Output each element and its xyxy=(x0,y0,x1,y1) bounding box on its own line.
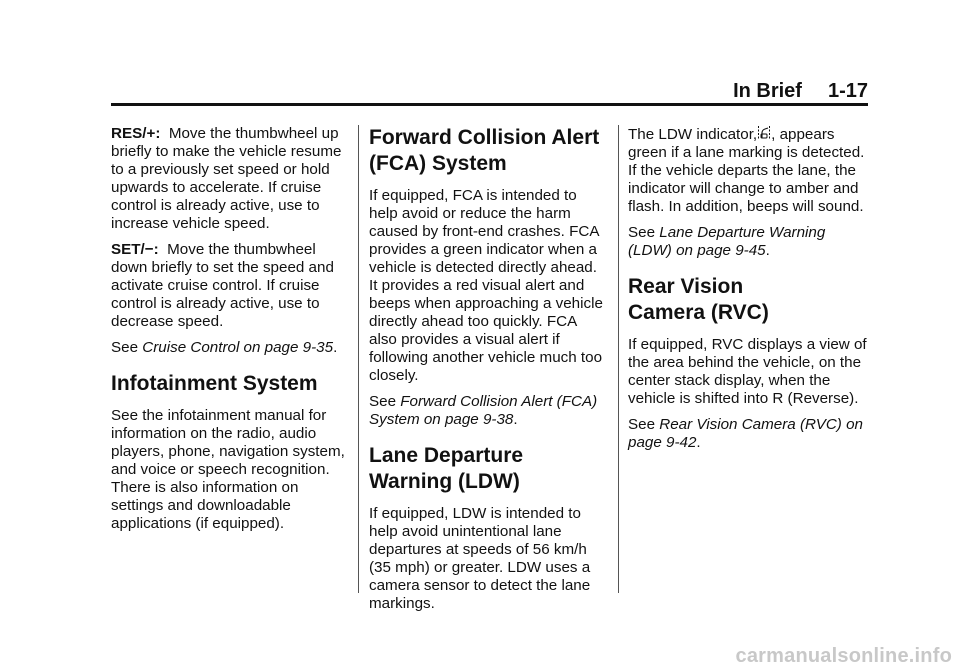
fca-text: If equipped, FCA is intended to help avoid or reduce the harm caused by front-end crashes. FCA provides a green indicator when a vehicle is detected directly ahead. It provides a red visual alert and beeps when approaching a vehicle directly ahead too quickly. FCA also provides a visual alert if following another vehicle much too closely. xyxy=(369,187,603,384)
ldw-indicator-paragraph: The LDW indicator, , appears green if a lane marking is detected. If the vehicle departs the lane, the indicator will change to amber and flash. In addition, beeps will sound. xyxy=(628,126,865,215)
rvc-see-paragraph: See Rear Vision Camera (RVC) on page 9-42. xyxy=(628,416,863,451)
fca-heading: Forward Collision Alert (FCA) System xyxy=(369,126,600,175)
set-text: Move the thumbwheel down briefly to set the speed and activate cruise control. If cruise control is already active, use to decrease speed. xyxy=(111,241,334,330)
ldw-link[interactable]: Lane Departure Warning (LDW) on page 9-45 xyxy=(628,224,826,259)
infotainment-text: See the infotainment manual for information on the radio, audio players, phone, navigation system, and voice or speech recognition. There is also information on settings and downloadable applications (if equipped). xyxy=(111,407,345,532)
ldw-see-paragraph: See Lane Departure Warning (LDW) on page 9-45. xyxy=(628,224,826,259)
column-divider xyxy=(358,125,359,593)
cruise-control-link[interactable]: Cruise Control on page 9-35 xyxy=(142,339,334,356)
see-label: See xyxy=(628,416,656,433)
column-1 xyxy=(111,125,347,541)
rvc-heading: Rear Vision Camera (RVC) xyxy=(628,275,769,324)
ldw-text: If equipped, LDW is intended to help avoid unintentional lane departures at speeds of 56 km/h (35 mph) or greater. LDW uses a camera sensor to detect the lane markings. xyxy=(369,505,591,612)
rvc-text: If equipped, RVC displays a view of the area behind the vehicle, on the center stack display, when the vehicle is shifted into R (Reverse). xyxy=(628,336,867,407)
rvc-link[interactable]: Rear Vision Camera (RVC) on page 9-42 xyxy=(628,416,863,451)
set-term: SET/−: xyxy=(111,241,159,258)
set-paragraph xyxy=(111,241,347,331)
lane-departure-icon xyxy=(757,125,771,141)
see-label: See xyxy=(628,224,656,241)
header-rule xyxy=(111,103,868,106)
column-2 xyxy=(369,125,605,621)
section-title: In Brief xyxy=(733,80,802,102)
column-divider xyxy=(618,125,619,593)
column-3 xyxy=(628,125,868,460)
res-text: Move the thumbwheel up briefly to make the vehicle resume to a previously set speed or hold upwards to accelerate. If cruise control is already active, use to increase vehicle speed. xyxy=(111,125,342,232)
fca-link[interactable]: Forward Collision Alert (FCA) System on page 9-38 xyxy=(369,393,598,428)
res-term: RES/+: xyxy=(111,125,161,142)
see-label: See xyxy=(111,339,139,356)
see-label: See xyxy=(369,393,397,410)
fca-see-paragraph: See Forward Collision Alert (FCA) System on page 9-38. xyxy=(369,393,598,428)
page-header xyxy=(111,80,868,103)
infotainment-heading: Infotainment System xyxy=(111,372,318,395)
watermark: carmanualsonline.info xyxy=(735,645,952,667)
res-paragraph xyxy=(111,125,347,233)
cruise-see-paragraph: See Cruise Control on page 9-35. xyxy=(111,339,338,356)
ldw-heading: Lane Departure Warning (LDW) xyxy=(369,444,524,493)
page-number: 1-17 xyxy=(827,80,868,102)
